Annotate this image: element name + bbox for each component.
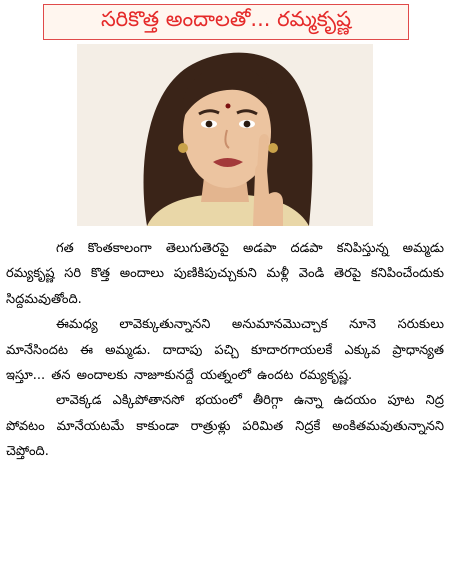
article-body	[6, 236, 444, 465]
portrait-illustration	[77, 44, 373, 226]
article-photo	[77, 44, 373, 226]
article-paragraph: లావెక్కడ ఎక్కిపోతానసో భయంలో తీరిగ్గా ఉన్నా ఉదయం పూట నిద్ర పోవటం మానేయటమే కాకుండా రాత్రుళ్లు పరిమిత నిద్రకే అంకితమవుతున్నానని చెప్తోంది.	[6, 393, 444, 460]
article-title-box	[43, 4, 409, 40]
article-paragraph: ఈమధ్య లావెక్కుతున్నానని అనుమానమొచ్చాక నూనె సరుకులు మానేసిందట ఈ అమ్మడు. దాదాపు పచ్చి కూదారగాయలకే ఎక్కువ ప్రాధాన్యత ఇస్తూ... తన అందాలకు నాజూకునద్దే యత్నంలో ఉందట రమ్యకృష్ణ.	[6, 317, 444, 384]
article-paragraph: గత కొంతకాలంగా తెలుగుతెరపై అడపా దడపా కనిపిస్తున్న అమ్మడు రమ్యకృష్ణ సరి కొత్త అందాలు పుణికిపుచ్చుకుని మళ్లీ వెండి తెరపై కనిపించేందుకు సిద్దమవుతోంది.	[6, 241, 444, 307]
article-title: సరికొత్త అందాలతో... రమ్మకృష్ణ	[100, 7, 352, 31]
